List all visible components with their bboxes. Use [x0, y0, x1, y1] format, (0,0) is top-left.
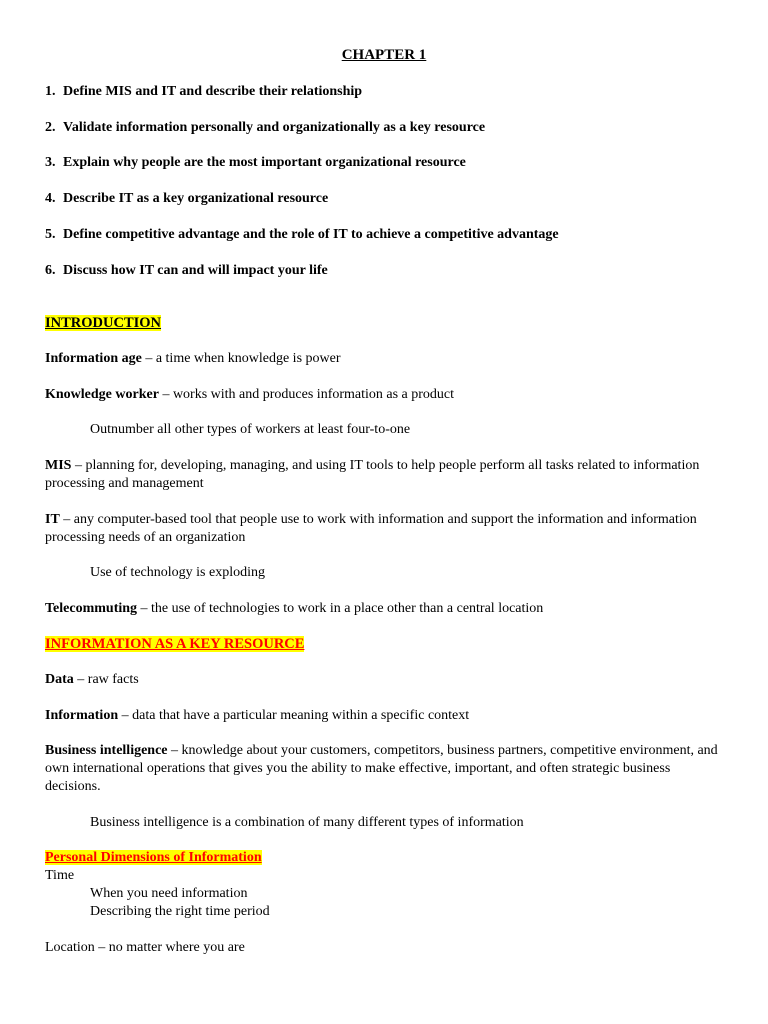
- objective-number: 1.: [45, 84, 56, 99]
- objective-text: Define competitive advantage and the role of IT to achieve a competitive advantage: [63, 227, 559, 242]
- objective-item: [45, 154, 466, 172]
- definition-term: Data: [45, 672, 74, 687]
- time-item: Describing the right time period: [90, 904, 270, 919]
- time-label: Time: [45, 868, 75, 883]
- objective-item: [45, 190, 328, 208]
- objective-number: 3.: [45, 155, 56, 170]
- definition-term: Information age: [45, 351, 142, 366]
- business-intelligence-note: Business intelligence is a combination of many different types of information: [90, 815, 524, 830]
- objective-item: [45, 83, 362, 101]
- location-line: Location – no matter where you are: [45, 940, 245, 955]
- introduction-heading-text: INTRODUCTION: [45, 315, 162, 331]
- objective-item: [45, 119, 485, 137]
- telecommuting-definition: [45, 600, 725, 618]
- it-definition: [45, 511, 725, 547]
- objective-number: 2.: [45, 120, 56, 135]
- definition-term: Knowledge worker: [45, 387, 159, 402]
- definition-term: Information: [45, 708, 119, 723]
- objective-text: Describe IT as a key organizational resource: [63, 191, 329, 206]
- information-age-definition: [45, 350, 725, 368]
- objective-item: [45, 226, 559, 244]
- personal-dimensions-heading-text: Personal Dimensions of Information: [45, 850, 262, 865]
- time-item: When you need information: [90, 886, 248, 901]
- objective-text: Discuss how IT can and will impact your life: [63, 263, 328, 278]
- knowledge-worker-note: Outnumber all other types of workers at least four-to-one: [90, 422, 411, 437]
- definition-term: Telecommuting: [45, 601, 138, 616]
- information-definition: [45, 707, 725, 725]
- objective-text: Validate information personally and organizationally as a key resource: [63, 120, 486, 135]
- objective-item: [45, 262, 328, 280]
- definition-term: MIS: [45, 458, 72, 473]
- definition-text: – planning for, developing, managing, and using IT tools to help people perform all tasks related to information processing and management: [45, 458, 700, 491]
- definition-text: – data that have a particular meaning within a specific context: [118, 708, 470, 723]
- objective-text: Explain why people are the most important organizational resource: [63, 155, 466, 170]
- definition-text: – a time when knowledge is power: [141, 351, 341, 366]
- key-resource-heading-text: INFORMATION AS A KEY RESOURCE: [45, 636, 305, 652]
- definition-text: – raw facts: [73, 672, 139, 687]
- objective-number: 5.: [45, 227, 56, 242]
- business-intelligence-definition: [45, 742, 725, 796]
- knowledge-worker-definition: [45, 386, 725, 404]
- definition-text: – works with and produces information as a product: [158, 387, 455, 402]
- mis-definition: [45, 457, 725, 493]
- key-resource-heading: [45, 635, 304, 653]
- objective-text: Define MIS and IT and describe their relationship: [63, 84, 363, 99]
- definition-text: – any computer-based tool that people use to work with information and support the information and information processing needs of an organization: [45, 512, 697, 545]
- definition-term: Business intelligence: [45, 743, 168, 758]
- it-note: Use of technology is exploding: [90, 565, 265, 580]
- objective-number: 6.: [45, 263, 56, 278]
- chapter-title: CHAPTER 1: [341, 47, 427, 63]
- personal-dimensions-heading: [45, 849, 262, 867]
- data-definition: [45, 671, 725, 689]
- definition-text: – knowledge about your customers, competitors, business partners, competitive environment, and own international operations that gives you the ability to make effective, important, and often strategic business decisions.: [45, 743, 718, 794]
- introduction-heading: [45, 314, 161, 332]
- definition-term: IT: [45, 512, 60, 527]
- definition-text: – the use of technologies to work in a place other than a central location: [137, 601, 544, 616]
- objective-number: 4.: [45, 191, 56, 206]
